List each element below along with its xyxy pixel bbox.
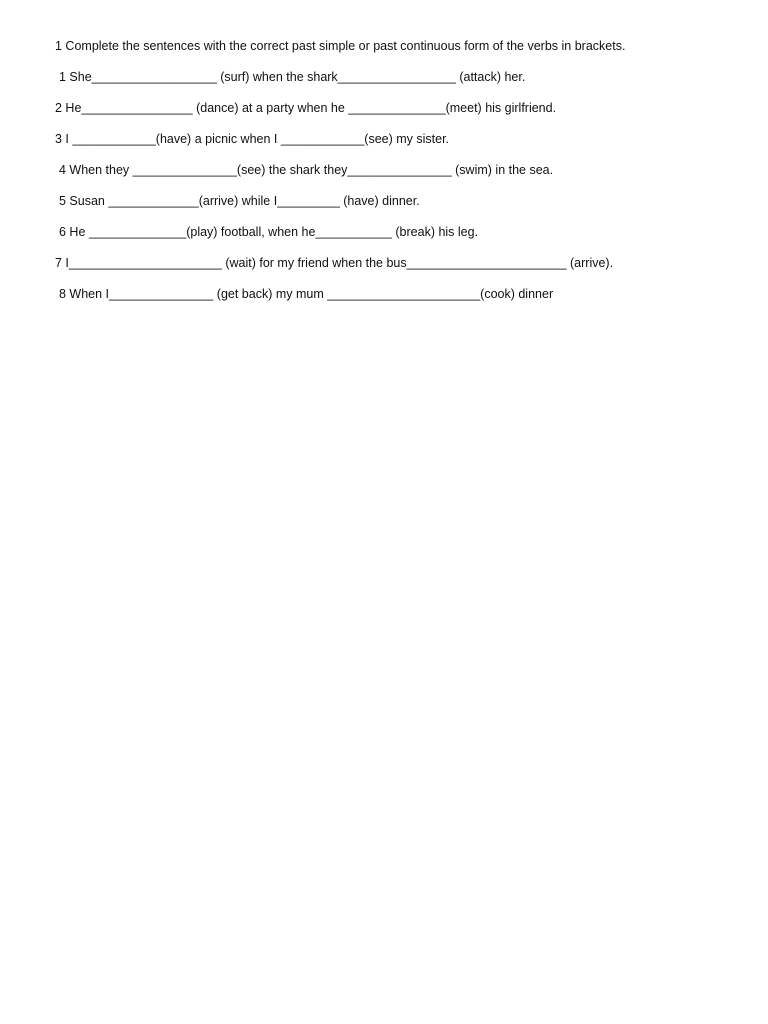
instruction-text: 1 Complete the sentences with the correct past simple or past continuous form of the verbs in brackets. [55, 39, 626, 53]
exercise-sentence-2: 2 He________________ (dance) at a party when he ______________(meet) his girlfriend. [55, 101, 557, 115]
exercise-sentence-3: 3 I ____________(have) a picnic when I ____________(see) my sister. [55, 132, 450, 146]
exercise-sentence-5: 5 Susan _____________(arrive) while I_________ (have) dinner. [59, 194, 420, 208]
exercise-sentence-7: 7 I______________________ (wait) for my friend when the bus_______________________ (arrive). [55, 256, 614, 270]
exercise-sentence-8: 8 When I_______________ (get back) my mum ______________________(cook) dinner [59, 287, 554, 301]
exercise-sentence-6: 6 He ______________(play) football, when he___________ (break) his leg. [59, 225, 479, 239]
exercise-sentence-1: 1 She__________________ (surf) when the shark_________________ (attack) her. [59, 70, 526, 84]
exercise-sentence-4: 4 When they _______________(see) the shark they_______________ (swim) in the sea. [59, 163, 554, 177]
